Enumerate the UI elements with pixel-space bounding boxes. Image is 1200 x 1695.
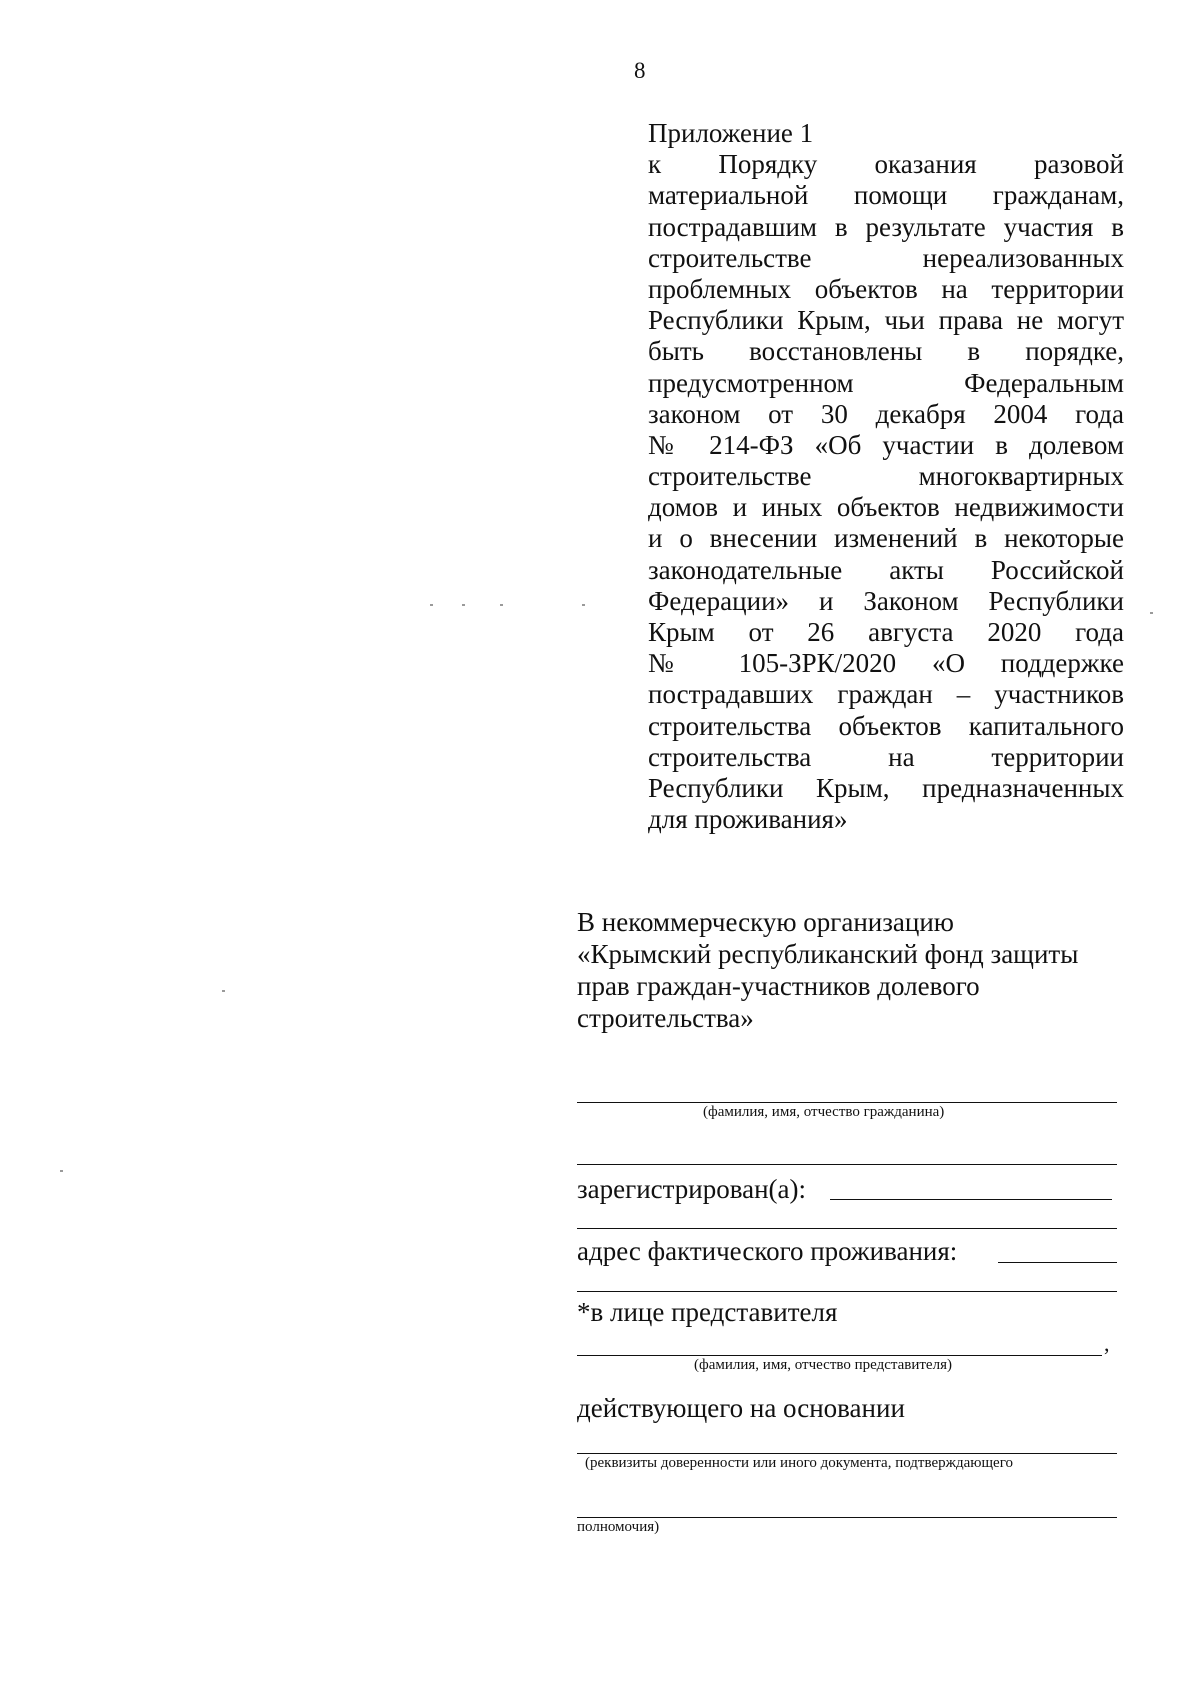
appendix-line: строительстве многоквартирных xyxy=(648,461,1124,492)
document-caption-continued: полномочия) xyxy=(577,1519,660,1535)
registered-field[interactable] xyxy=(830,1199,1112,1200)
appendix-line: для проживания» xyxy=(648,804,848,835)
appendix-line: Республики Крым, чьи права не могут xyxy=(648,305,1124,336)
scan-speck xyxy=(222,990,225,992)
citizen-name-field-2[interactable] xyxy=(577,1164,1117,1165)
appendix-line: предусмотренном Федеральным xyxy=(648,367,1124,398)
document-field-2[interactable] xyxy=(577,1517,1117,1518)
appendix-line: быть восстановлены в порядке, xyxy=(648,336,1124,367)
appendix-line: и о внесении изменений в некоторые xyxy=(648,523,1124,554)
appendix-header xyxy=(648,118,1124,835)
representative-caption: (фамилия, имя, отчество представителя) xyxy=(694,1357,952,1373)
acting-basis-label: действующего на основании xyxy=(577,1393,905,1423)
appendix-line: законодательные акты Российской xyxy=(648,554,1124,585)
scan-speck xyxy=(582,604,585,606)
appendix-line: Крым от 26 августа 2020 года xyxy=(648,617,1124,647)
scan-speck xyxy=(462,604,465,606)
appendix-line: № 105-ЗРК/2020 «О поддержке xyxy=(648,648,1124,679)
appendix-line: проблемных объектов на территории xyxy=(648,273,1124,304)
registered-label: зарегистрирован(а): xyxy=(577,1174,807,1204)
appendix-line: законом от 30 декабря 2004 года xyxy=(648,398,1124,429)
document-field[interactable] xyxy=(577,1453,1117,1454)
appendix-line: строительстве нереализованных xyxy=(648,242,1124,273)
citizen-name-caption: (фамилия, имя, отчество гражданина) xyxy=(703,1104,945,1120)
appendix-line: Республики Крым, предназначенных xyxy=(648,772,1124,803)
representative-comma: , xyxy=(1104,1331,1110,1356)
actual-address-field-2[interactable] xyxy=(577,1291,1117,1292)
scan-speck xyxy=(430,604,433,606)
registered-field-2[interactable] xyxy=(577,1228,1117,1229)
appendix-line: к Порядку оказания разовой xyxy=(648,149,1124,180)
actual-address-field[interactable] xyxy=(998,1262,1117,1263)
citizen-name-field[interactable] xyxy=(577,1102,1117,1103)
appendix-line: домов и иных объектов недвижимости xyxy=(648,492,1124,523)
appendix-line: Приложение 1 xyxy=(648,118,814,148)
actual-address-label: адрес фактического проживания: xyxy=(577,1236,958,1266)
scan-speck xyxy=(1150,612,1153,614)
representative-label: *в лице представителя xyxy=(577,1297,838,1327)
appendix-line: строительства на территории xyxy=(648,741,1124,772)
appendix-line: Федерации» и Законом Республики xyxy=(648,585,1124,616)
scan-speck xyxy=(60,1170,63,1172)
appendix-line: материальной помощи гражданам, xyxy=(648,180,1124,211)
addressee-line: прав граждан-участников долевого xyxy=(577,971,980,1001)
addressee-block xyxy=(577,906,1117,1034)
document-caption: (реквизиты доверенности или иного документа, подтверждающего xyxy=(585,1455,1013,1471)
representative-field[interactable] xyxy=(577,1355,1102,1356)
addressee-line: «Крымский республиканский фонд защиты xyxy=(577,939,1079,969)
appendix-line: № 214-ФЗ «Об участии в долевом xyxy=(648,429,1124,460)
appendix-line: строительства объектов капитального xyxy=(648,710,1124,741)
appendix-line: пострадавшим в результате участия в xyxy=(648,211,1124,242)
addressee-line: строительства» xyxy=(577,1003,754,1033)
appendix-line: пострадавших граждан – участников xyxy=(648,679,1124,710)
page-number: 8 xyxy=(634,58,646,83)
scan-speck xyxy=(500,604,503,606)
addressee-line: В некоммерческую организацию xyxy=(577,907,954,937)
